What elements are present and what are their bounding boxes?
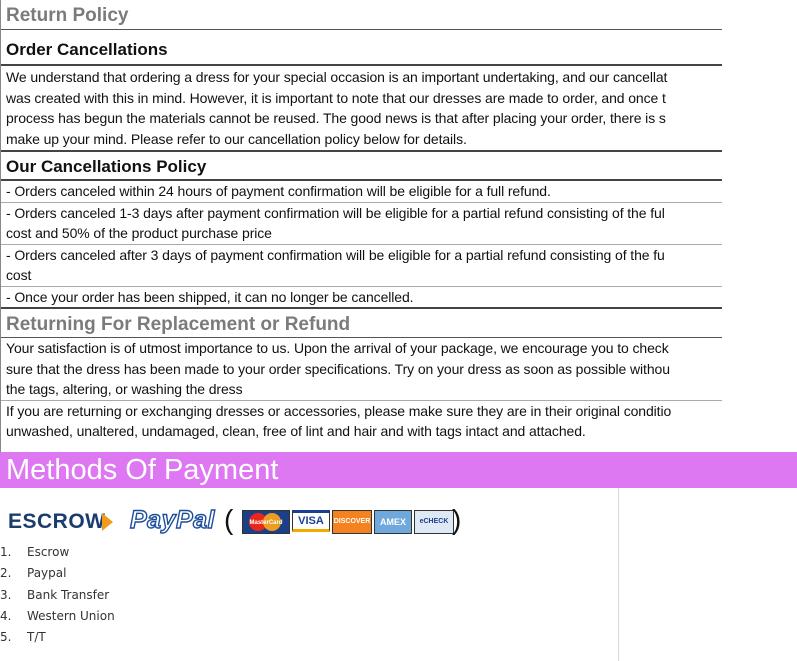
amex-logo: AMEX: [374, 510, 412, 534]
returning-heading: Returning For Replacement or Refund: [6, 314, 351, 335]
list-item: - Orders canceled within 24 hours of payment confirmation will be eligible for a full refund.: [6, 183, 551, 199]
method-label: Paypal: [27, 566, 67, 581]
paragraph-line: Your satisfaction is of utmost importance to us. Upon the arrival of your package, we encourage you to check: [6, 340, 669, 356]
paragraph-line: sure that the dress has been made to your order specifications. Try on your dress as soon as possible withou: [6, 360, 670, 377]
list-item: 5. T/T: [0, 630, 46, 645]
paragraph-line: We understand that ordering a dress for your special occasion is an important undertaking, and our cancellat: [6, 69, 668, 85]
returning-body: [1, 338, 723, 442]
list-item: cost: [6, 267, 32, 283]
method-label: Western Union: [27, 608, 115, 623]
paragraph-line: was created with this in mind. However, it is important to note that our dresses are made to order, and once t: [6, 89, 666, 106]
paypal-logo: PayPal: [130, 506, 216, 534]
escrow-logo: ESCROW: [8, 510, 106, 533]
list-item: 4. Western Union: [0, 608, 115, 623]
method-label: Escrow: [27, 545, 70, 559]
close-paren-glyph: ): [452, 504, 462, 535]
return-policy-title: Return Policy: [6, 5, 129, 26]
method-label: Bank Transfer: [27, 587, 110, 602]
paragraph-line: process has begun the materials cannot be reused. The good news is that after placing your order, there is s: [6, 110, 666, 126]
list-item: 2. Paypal: [0, 566, 67, 581]
visa-logo: VISA: [292, 510, 330, 532]
escrow-arrow-icon: [102, 513, 113, 531]
payment-banner: [0, 452, 797, 488]
our-cancellations-body: [1, 181, 723, 307]
list-item: - Orders canceled 1-3 days after payment confirmation will be eligible for a partial refund consisting of the ful: [6, 204, 665, 221]
mastercard-label: MasterCard: [249, 520, 283, 526]
page-margin: [722, 0, 797, 452]
list-item: - Orders canceled after 3 days of payment confirmation will be eligible for a partial refund consisting of the fu: [6, 246, 665, 263]
order-cancellations-body: [1, 66, 723, 149]
mastercard-logo: [242, 510, 290, 534]
discover-logo: DISCOVER: [332, 510, 372, 534]
payment-banner-title: Methods Of Payment: [6, 454, 279, 486]
our-cancellations-heading: Our Cancellations Policy: [6, 157, 207, 176]
paragraph-line: If you are returning or exchanging dresses or accessories, please make sure they are in their original conditio: [6, 402, 672, 419]
list-item: cost and 50% of the product purchase price: [6, 225, 272, 241]
list-item: - Once your order has been shipped, it can no longer be cancelled.: [6, 288, 414, 305]
echeck-logo: eCHECK: [414, 510, 454, 534]
list-item: 3. Bank Transfer: [0, 587, 110, 602]
paragraph-line: unwashed, unaltered, undamaged, clean, free of lint and hair and with tags intact and attached.: [6, 423, 586, 439]
list-item: 1. Escrow: [0, 545, 70, 559]
paragraph-line: the tags, altering, or washing the dress: [6, 381, 243, 397]
order-cancellations-heading: Order Cancellations: [6, 40, 168, 59]
divider: [618, 488, 619, 661]
payment-methods-list: [0, 542, 115, 648]
open-paren-glyph: (: [224, 504, 234, 535]
paragraph-line: make up your mind. Please refer to our cancellation policy below for details.: [6, 130, 467, 147]
payment-methods-section: [0, 488, 797, 661]
method-label: T/T: [27, 630, 46, 645]
